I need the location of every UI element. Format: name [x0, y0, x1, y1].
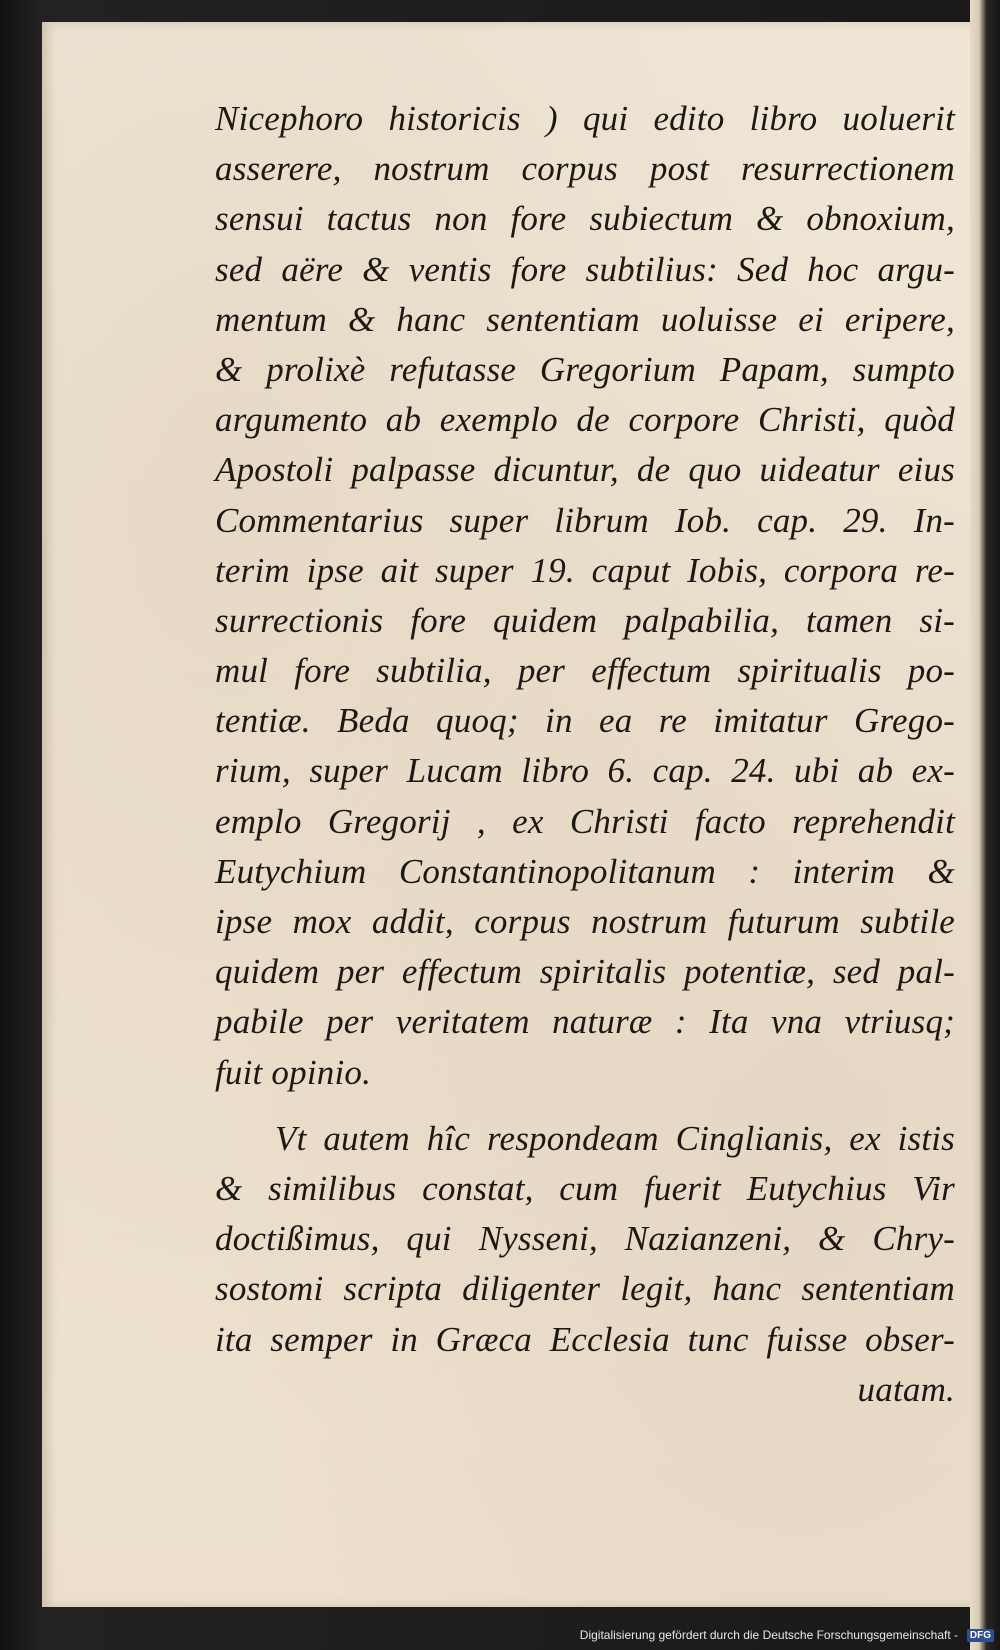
digitization-footer: [0, 1622, 1000, 1644]
text-line: ita semper in Græca Ecclesia tunc fuisse obser-: [215, 1319, 955, 1359]
text-line: surrectionis fore quidem palpabilia, tamen si-: [215, 600, 955, 640]
paragraph-gap: [215, 1098, 955, 1114]
text-line: mul fore subtilia, per effectum spiritualis po-: [215, 651, 955, 691]
text-line: Eutychium Constantinopolitanum : interim &: [215, 851, 955, 891]
catchword: uatam.: [857, 1369, 955, 1409]
text-line: emplo Gregorij , ex Christi facto reprehendit: [215, 801, 955, 841]
text-line: Apostoli palpasse dicuntur, de quo uideatur eius: [215, 450, 955, 490]
text-line: ipse mox addit, corpus nostrum futurum subtile: [215, 902, 955, 941]
text-line: sensui tactus non fore subiectum & obnoxium,: [215, 199, 955, 239]
paragraph-1: [215, 94, 955, 1098]
text-line: asserere, nostrum corpus post resurrectionem: [215, 149, 955, 189]
paragraph-2: [215, 1114, 955, 1365]
page-edge: [970, 0, 1000, 1650]
text-line: & prolixè refutasse Gregorium Papam, sumpto: [215, 349, 955, 389]
text-line: argumento ab exemplo de corpore Christi, quòd: [215, 400, 955, 440]
text-line: fuit opinio.: [215, 1052, 372, 1092]
dfg-logo: DFG: [967, 1629, 994, 1642]
text-line: sostomi scripta diligenter legit, hanc sententiam: [215, 1269, 955, 1309]
text-line: Nicephoro historicis ) qui edito libro uoluerit: [215, 99, 955, 138]
text-line: sed aëre & ventis fore subtilius: Sed hoc argu-: [215, 249, 955, 289]
text-line: & similibus constat, cum fuerit Eutychius Vir: [215, 1168, 955, 1208]
footer-credit: Digitalisierung gefördert durch die Deutsche Forschungsgemeinschaft -: [579, 1628, 958, 1642]
text-line: terim ipse ait super 19. caput Iobis, corpora re-: [215, 550, 955, 590]
text-line: Commentarius super librum Iob. cap. 29. In-: [215, 500, 955, 540]
page-text: [215, 94, 955, 1415]
text-line: mentum & hanc sententiam uoluisse ei eripere,: [215, 299, 955, 339]
text-line: pabile per veritatem naturæ : Ita vna vtriusq;: [215, 1002, 955, 1042]
text-line: tentiæ. Beda quoq; in ea re imitatur Grego-: [215, 701, 955, 741]
text-line: Vt autem hîc respondeam Cinglianis, ex istis: [275, 1118, 955, 1158]
text-line: quidem per effectum spiritalis potentiæ, sed pal-: [215, 952, 955, 992]
text-line: rium, super Lucam libro 6. cap. 24. ubi ab ex-: [215, 751, 955, 791]
text-line: doctißimus, qui Nysseni, Nazianzeni, & Chry-: [215, 1219, 955, 1259]
